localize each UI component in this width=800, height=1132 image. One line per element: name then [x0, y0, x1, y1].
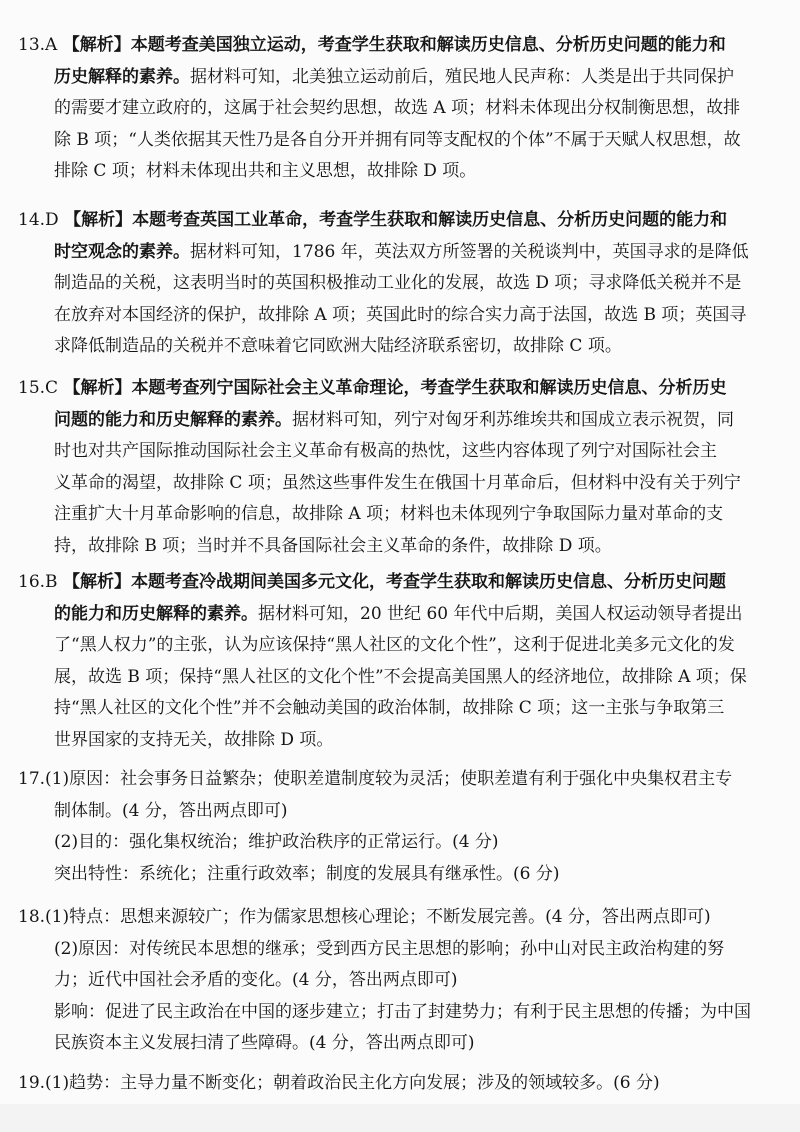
answer-18-line-2: (2)原因：对传统民本思想的继承；受到西方民主思想的影响；孙中山对民主政治构建的努: [54, 938, 725, 959]
answer-17: [18, 764, 788, 890]
answer-13-line-1: [18, 30, 788, 62]
answer-14-line-2: [18, 237, 788, 269]
answer-15-line-3: 时也对共产国际推动国际社会主义革命有极高的热忱，这些内容体现了列宁对国际社会主: [54, 441, 717, 461]
analysis-focus-cont: 问题的能力和历史解释的素养。: [54, 409, 292, 430]
answer-16-line-2: [18, 599, 788, 631]
analysis-focus: 本题考查英国工业革命，考查学生获取和解读历史信息、分析历史问题的能力和: [132, 210, 728, 230]
answer-17-line-3: (2)目的：强化集权统治；维护政治秩序的正常运行。(4 分): [54, 832, 499, 852]
page-bottom-edge: [0, 1104, 800, 1132]
answer-letter: C: [45, 378, 59, 398]
question-number: 14.: [18, 210, 46, 230]
analysis-text: 据材料可知，1786 年，英法双方所签署的关税谈判中，英国寻求的是降低: [190, 241, 749, 262]
answer-15-line-5: 注重扩大十月革命影响的信息，故排除 A 项；材料也未体现列宁争取国际力量对革命的支: [54, 504, 724, 524]
analysis-focus-cont: 的能力和历史解释的素养。: [54, 603, 258, 624]
analysis-text: 据材料可知，北美独立运动前后，殖民地人民声称：人类是出于共同保护: [190, 66, 734, 87]
analysis-text: 据材料可知，列宁对匈牙利苏维埃共和国成立表示祝贺，同: [292, 409, 734, 430]
answer-15: [18, 373, 788, 562]
answer-17-line-2: 制体制。(4 分，答出两点即可): [54, 800, 288, 821]
question-number: 18.: [18, 907, 46, 927]
answer-text: (1)特点：思想来源较广；作为儒家思想核心理论；不断发展完善。(4 分，答出两点即可): [45, 907, 711, 927]
answer-17-line-4: 突出特性：系统化；注重行政效率；制度的发展具有继承性。(6 分): [54, 863, 560, 884]
answer-18-line-3: 力；近代中国社会矛盾的变化。(4 分，答出两点即可): [54, 970, 458, 990]
question-number: 16.: [18, 572, 46, 592]
analysis-tag: 【解析】: [63, 378, 132, 398]
answer-15-line-6: 持，故排除 B 项；当时并不具备国际社会主义革命的条件，故排除 D 项。: [54, 535, 612, 556]
answer-13-line-3: 的需要才建立政府的，这属于社会契约思想，故选 A 项；材料未体现出分权制衡思想，故排: [54, 98, 741, 118]
answer-19-line-1: [18, 1068, 788, 1100]
analysis-focus-cont: 历史解释的素养。: [54, 66, 190, 87]
answer-16-line-4: 展，故选 B 项；保持“黑人社区的文化个性”不会提高美国黑人的经济地位，故排除 A 项；保: [54, 666, 747, 687]
answer-18-line-1: [18, 902, 788, 934]
answer-letter: A: [45, 35, 58, 55]
answer-text: (1)趋势：主导力量不断变化；朝着政治民主化方向发展；涉及的领域较多。(6 分): [45, 1073, 660, 1093]
answer-14-line-4: 在放弃对本国经济的保护，故排除 A 项；英国此时的综合实力高于法国，故选 B 项；英国寻: [54, 304, 747, 325]
analysis-text: 据材料可知，20 世纪 60 年代中后期，美国人权运动领导者提出: [258, 603, 743, 624]
answer-15-line-2: [18, 405, 788, 437]
answer-13-line-5: 排除 C 项；材料未体现出共和主义思想，故排除 D 项。: [54, 161, 477, 181]
answer-16-line-1: [18, 567, 788, 599]
question-number: 15.: [18, 378, 46, 398]
answer-13-line-2: [18, 62, 788, 94]
answer-16-line-6: 世界国家的支持无关，故排除 D 项。: [54, 729, 334, 750]
question-number: 17.: [18, 769, 46, 789]
answer-letter: D: [45, 210, 59, 230]
answer-14-line-5: 求降低制造品的关税并不意味着它同欧洲大陆经济联系密切，故排除 C 项。: [54, 336, 622, 356]
answer-19: [18, 1068, 788, 1100]
answer-15-line-4: 义革命的渴望，故排除 C 项；虽然这些事件发生在俄国十月革命后，但材料中没有关于列宁: [54, 472, 741, 493]
answer-14-line-3: 制造品的关税，这表明当时的英国积极推动工业化的发展，故选 D 项；寻求降低关税并不是: [54, 273, 742, 293]
analysis-tag: 【解析】: [62, 35, 131, 55]
answer-letter: B: [45, 572, 58, 592]
answer-18-line-5: 民族资本主义发展扫清了些障碍。(4 分，答出两点即可): [54, 1033, 475, 1053]
answer-16: [18, 567, 788, 756]
analysis-tag: 【解析】: [62, 572, 131, 592]
answer-16-line-3: 了“黑人权力”的主张，认为应该保持“黑人社区的文化个性”，这利于促进北美多元文化的发: [54, 635, 735, 655]
answer-18-line-4: 影响：促进了民主政治在中国的逐步建立；打击了封建势力；有利于民主思想的传播；为中国: [54, 1001, 751, 1022]
answer-16-line-5: 持“黑人社区的文化个性”并不会触动美国的政治体制，故排除 C 项；这一主张与争取第三: [54, 698, 725, 718]
answer-14: [18, 205, 788, 363]
answer-17-line-1: [18, 764, 788, 796]
question-number: 19.: [18, 1073, 46, 1093]
answer-13: [18, 30, 788, 188]
answer-13-line-4: 除 B 项；“人类依据其天性乃是各自分开并拥有同等支配权的个体”不属于天赋人权思想，故: [54, 129, 741, 150]
question-number: 13.: [18, 35, 46, 55]
analysis-tag: 【解析】: [64, 210, 133, 230]
answer-14-line-1: [18, 205, 788, 237]
answer-text: (1)原因：社会事务日益繁杂；使职差遣制度较为灵活；使职差遣有利于强化中央集权君主专: [45, 769, 733, 789]
analysis-focus: 本题考查冷战期间美国多元文化，考查学生获取和解读历史信息、分析历史问题: [130, 572, 726, 592]
analysis-focus-cont: 时空观念的素养。: [54, 241, 190, 262]
analysis-focus: 本题考查列宁国际社会主义革命理论，考查学生获取和解读历史信息、分析历史: [131, 378, 727, 398]
answer-18: [18, 902, 788, 1060]
analysis-focus: 本题考查美国独立运动，考查学生获取和解读历史信息、分析历史问题的能力和: [130, 35, 726, 55]
answer-15-line-1: [18, 373, 788, 405]
